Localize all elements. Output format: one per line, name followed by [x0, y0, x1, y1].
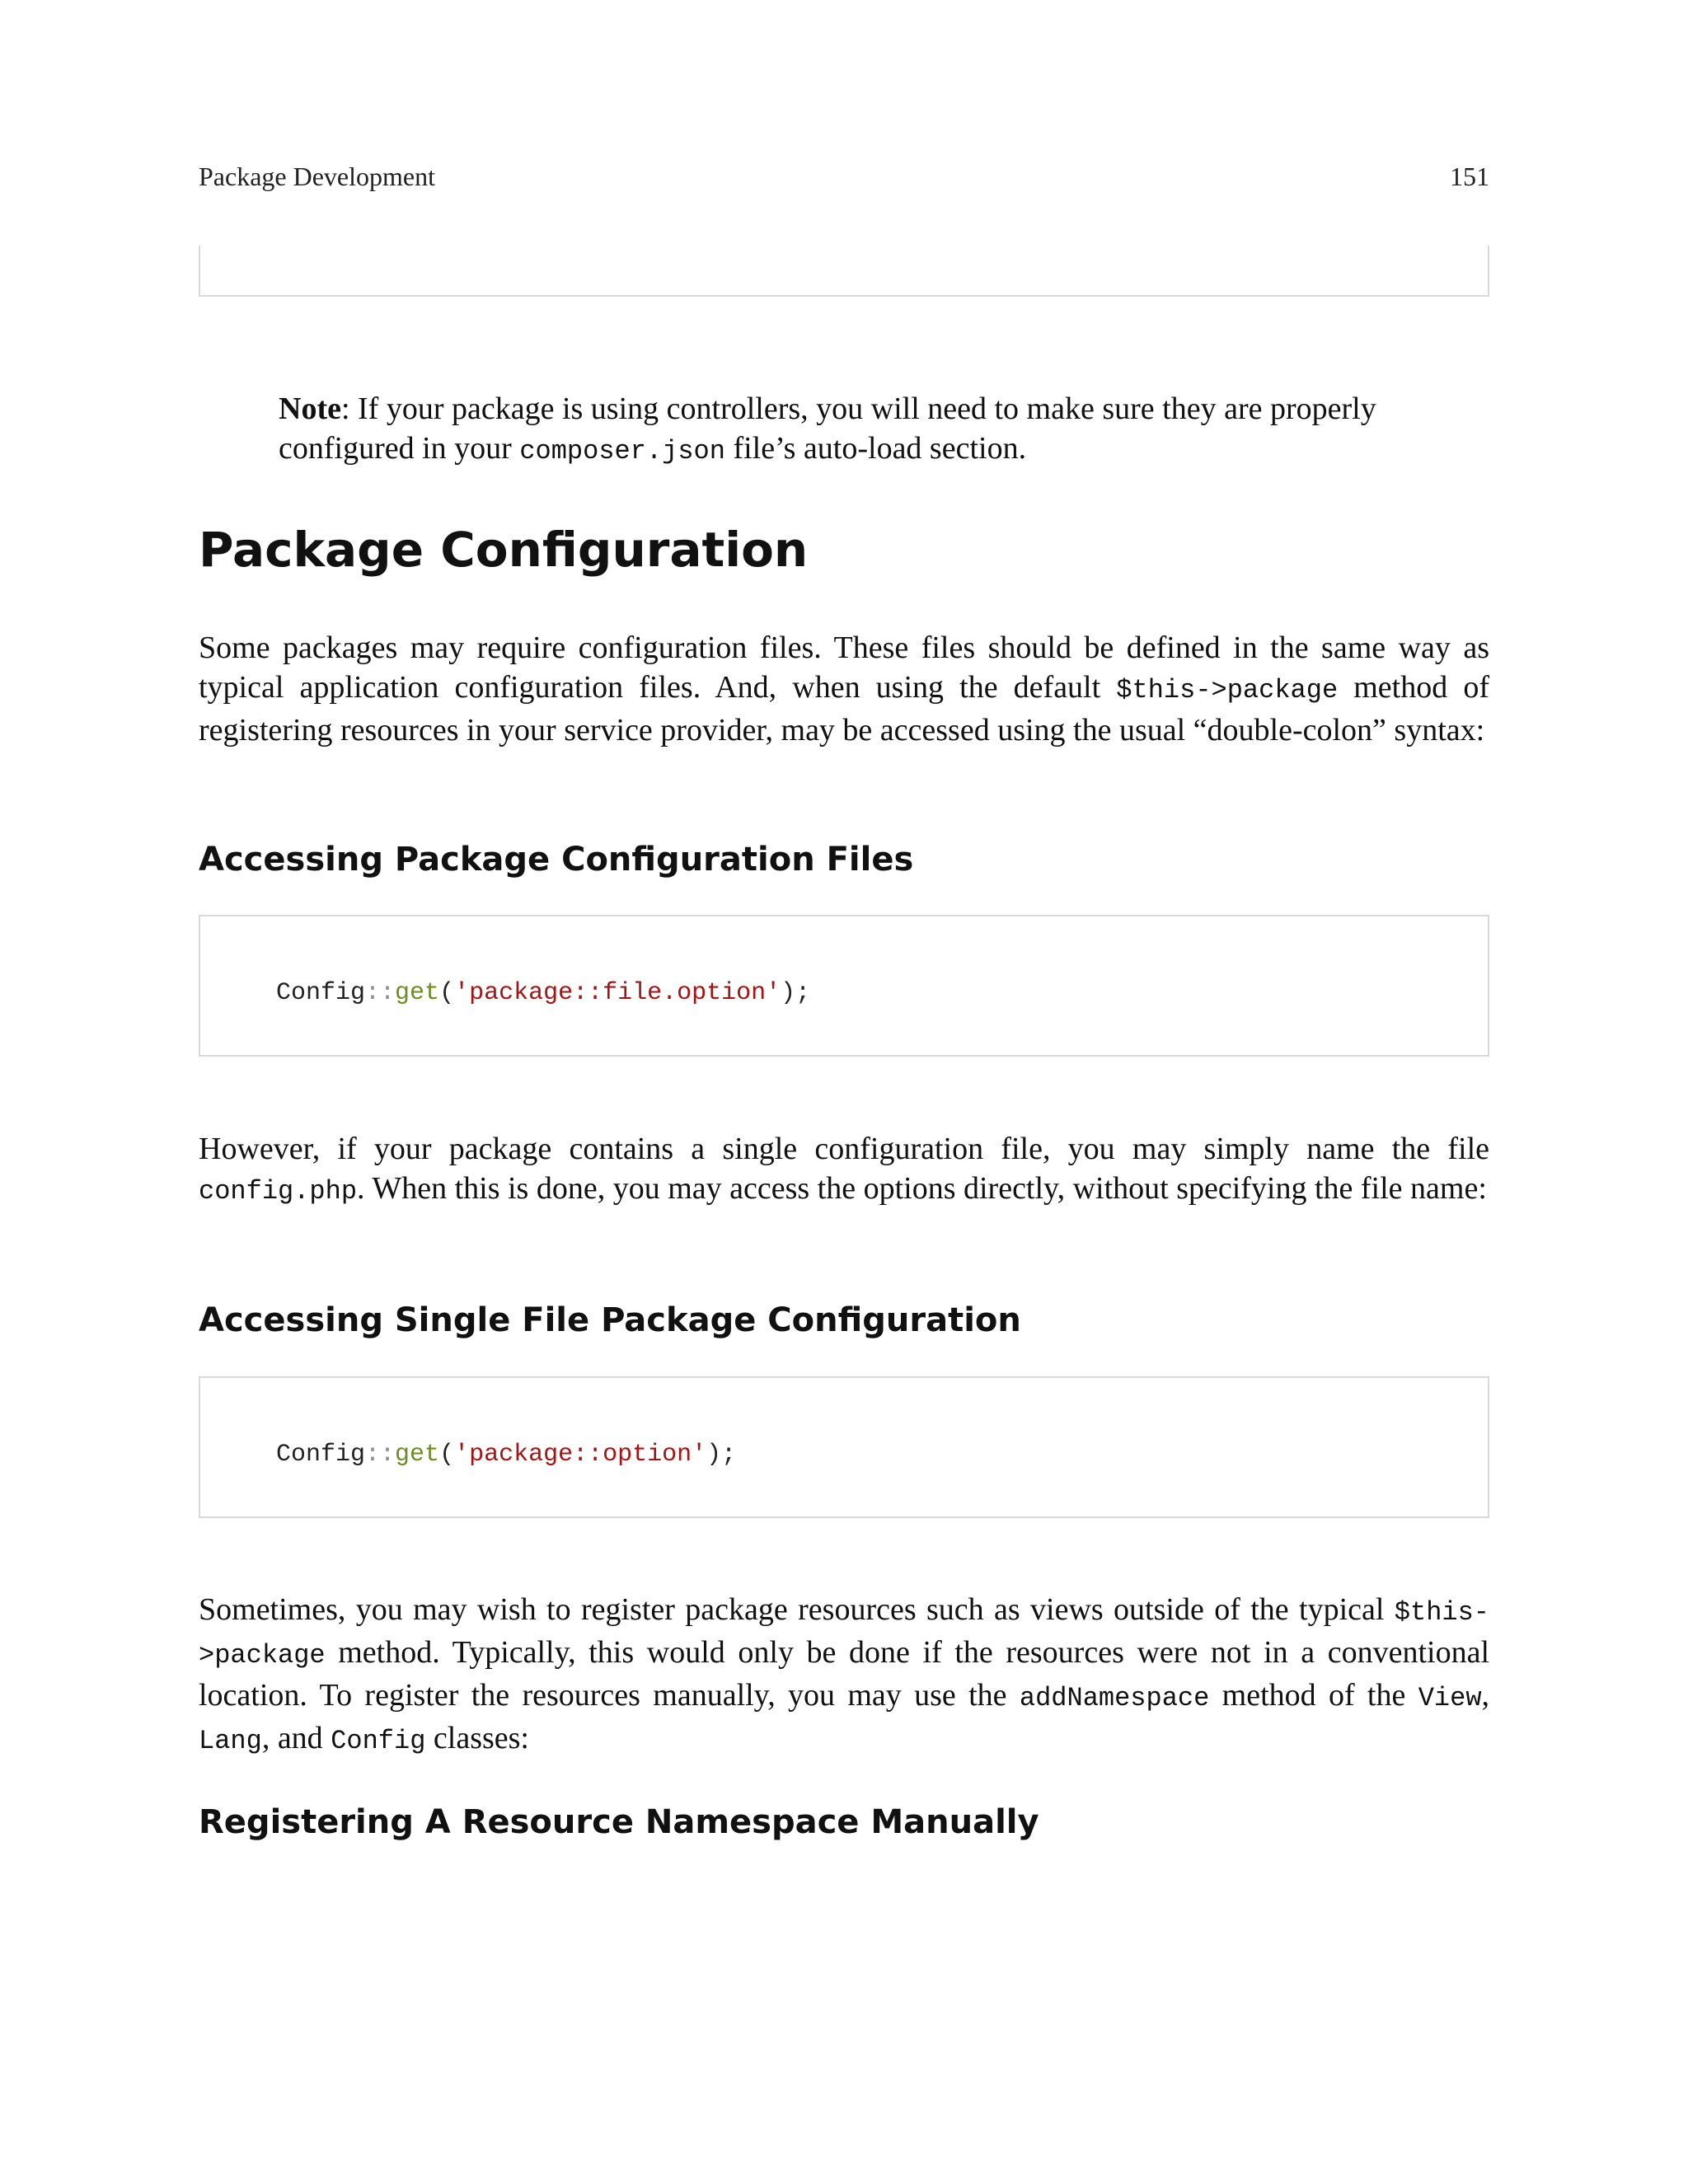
- note-text-before: : If your package is using controllers, you will need to make sure they are properly configured in your: [279, 391, 1376, 466]
- note-paragraph: [279, 389, 1432, 471]
- code-operator: ::: [365, 1441, 396, 1469]
- inline-code: addNamespace: [1019, 1683, 1210, 1713]
- code-class: Config: [276, 979, 366, 1007]
- paragraph-text: method. Typically, this would only be done if the resources were not in a conventional location. To register the resources manually, you may use the: [199, 1635, 1489, 1713]
- section-heading: Package Configuration: [199, 522, 809, 578]
- code-paren-close: );: [706, 1441, 737, 1469]
- code-line: [276, 1441, 736, 1469]
- note-inline-code: composer.json: [519, 436, 725, 466]
- page-number: 151: [1450, 162, 1489, 191]
- paragraph-text: However, if your package contains a single configuration file, you may simply name the file: [199, 1132, 1489, 1166]
- code-paren-open: (: [439, 979, 455, 1007]
- paragraph-text: ,: [1481, 1678, 1490, 1713]
- paragraph-text: classes:: [425, 1721, 529, 1755]
- code-operator: ::: [365, 979, 396, 1007]
- code-function: get: [395, 1441, 440, 1469]
- code-block-config-file: [199, 915, 1489, 1057]
- paragraph-single-file: [199, 1129, 1489, 1212]
- paragraph-text: . When this is done, you may access the options directly, without specifying the file name:: [357, 1171, 1487, 1206]
- note-text-after: file’s auto-load section.: [724, 431, 1027, 466]
- paragraph-text: , and: [261, 1721, 331, 1755]
- code-class: Config: [276, 1441, 366, 1469]
- code-function: get: [395, 979, 440, 1007]
- paragraph-text: method of the: [1209, 1678, 1418, 1713]
- inline-code: View: [1418, 1683, 1482, 1713]
- inline-code: $this->package: [1116, 675, 1339, 705]
- code-block-single-file: [199, 1376, 1489, 1518]
- note-label: Note: [279, 391, 341, 426]
- code-paren-close: );: [781, 979, 811, 1007]
- code-line: [276, 979, 810, 1007]
- code-block-continued: [199, 246, 1489, 297]
- paragraph-config-intro: [199, 628, 1489, 750]
- code-string: 'package::option': [454, 1441, 707, 1469]
- subheading-register-namespace: Registering A Resource Namespace Manually: [199, 1803, 1039, 1841]
- running-header-title: Package Development: [199, 162, 435, 191]
- paragraph-text: method of registering resources in your service provider, may be accessed using the usual “double-colon” syntax:: [199, 670, 1489, 748]
- code-string: 'package::file.option': [454, 979, 781, 1007]
- inline-code: $this->package: [199, 1597, 1489, 1671]
- inline-code: config.php: [199, 1176, 358, 1207]
- subheading-accessing-files: Accessing Package Configuration Files: [199, 841, 914, 879]
- code-paren-open: (: [439, 1441, 455, 1469]
- paragraph-text: Some packages may require configuration files. These files should be defined in the same way as typical application configuration files. And, when using the default: [199, 630, 1489, 705]
- paragraph-register-manually: [199, 1590, 1489, 1761]
- paragraph-text: Sometimes, you may wish to register package resources such as views outside of the typical: [199, 1592, 1395, 1627]
- inline-code: Config: [331, 1726, 426, 1756]
- running-header: [199, 162, 1489, 194]
- inline-code: Lang: [199, 1726, 262, 1756]
- subheading-single-file: Accessing Single File Package Configuration: [199, 1301, 1021, 1339]
